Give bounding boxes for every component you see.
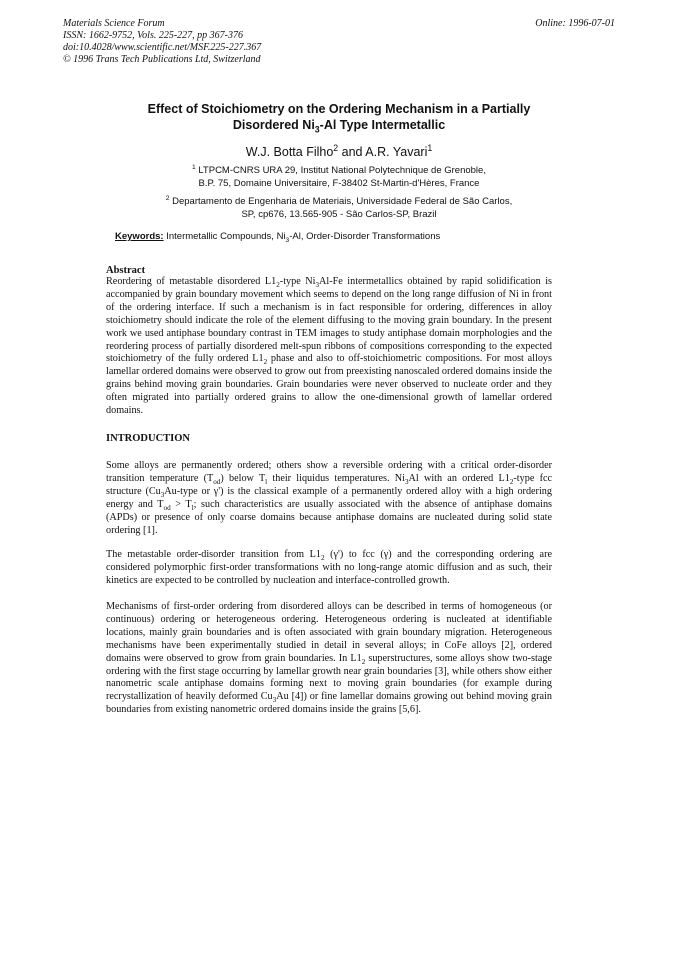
journal-header <box>63 18 261 66</box>
title-line-2: Disordered $Ni_3-Al$ Type Intermetallic <box>232 118 446 135</box>
abstract-text: Reordering of metastable disordered $L1_2$-type $Ni_3Al-Fe$ intermetallics obtained by rapid solidification is accompanied by grain boundary movement which seems to depend on the long range diffusion of Ni in front of the ordering interface. If such a mechanism is in fact responsible for ordering, differences in alloy stoichiometry should indicate the role of the element diffusing to the moving grain boundary. In the present work we used antiphase boundary contrast in TEM images to study antiphase domain morphologies and the reordering process of partially disordered melt-spun ribbons of compositions corresponding to the expected stoichiometry of the fully ordered $L1_2$ phase and also to off-stoichiometric compositions. For most alloys lamellar ordered domains were observed to grow out from preexisting nanoscaled ordered domains inside the grains behind moving grain boundaries. Grain boundaries were never observed to nucleate order and they often migrated into partially ordered grains to allow the one-dimensional growth of lamellar ordered domains. <box>106 276 553 417</box>
journal-name: Materials Science Forum <box>63 18 165 29</box>
author-botta-affil: 2 <box>333 142 339 153</box>
introduction-heading: INTRODUCTION <box>106 433 191 444</box>
author-botta: W.J. Botta Filho <box>245 145 334 159</box>
author-yavari: A.R. Yavari <box>365 145 428 159</box>
intro-paragraph-1: Some alloys are permanently ordered; others show a reversible ordering with a critical order-disorder transition temperature $(T_{od})$ below $T_l$ their liquidus temperatures. $Ni_3Al$ with an ordered $L1_2$-type fcc structure ($Cu_3Au$-type or γ') is the classical example of a permanently ordered alloy with a high ordering energy and $T_{od} > T_l$; such characteristics are usually associated with the absence of antiphase domains (APDs) or presence of only coarse domains because antiphase domains are nucleated during solid state ordering [1]. <box>106 460 553 536</box>
keywords-label: Keywords: <box>115 231 164 242</box>
intro-paragraph-2: The metastable order-disorder transition from $L1_2$ (γ') to fcc (γ) and the corresponding ordering are considered polymorphic first-order transformations with no long-range atomic diffusion and as such, their kinetics are expected to be controlled by nucleation and interface-controlled growth. <box>106 549 552 586</box>
doi-link[interactable]: doi:10.4028/www.scientific.net/MSF.225-227.367 <box>63 42 262 53</box>
issn-line: ISSN: 1662-9752, Vols. 225-227, pp 367-376 <box>63 30 243 41</box>
online-date: Online: 1996-07-01 <box>535 18 615 29</box>
affiliation-2: $^2$ Departamento de Engenharia de Materiais, Universidade Federal de São Carlos, SP, cp676, 13.565-905 - São Carlos-SP, Brazil <box>165 194 513 220</box>
intro-paragraph-3: Mechanisms of first-order ordering from disordered alloys can be described in terms of homogeneous (or continuous) ordering or heterogeneous ordering. Heterogeneous ordering is nucleated at identifiable locations, mainly grain boundaries and is often associated with grain boundary migration. Heterogeneous mechanisms have been experimentally studied in detail in several alloys; in CoFe alloys [2], ordered domains were observed to grow from grain boundaries. In $L1_2$ superstructures, some alloys show two-stage ordering with the first stage occurring by lamellar growth near grain boundaries [3], while others show either nanometric scale antiphase domains forming next to moving grain boundaries (for example during recrystallization of heavily deformed $Cu_3Au$ [4]) or fine lamellar domains growing out behind moving grain boundaries from existing nanometric ordered domains inside the grains [5,6]. <box>106 601 552 716</box>
copyright-line: © 1996 Trans Tech Publications Ltd, Switzerland <box>63 54 261 65</box>
affiliation-1: $^1$ LTPCM-CNRS URA 29, Institut National Polytechnique de Grenoble, B.P. 75, Domaine Universitaire, F-38402 St-Martin-d'Hères, France <box>192 163 486 189</box>
title-line-1: Effect of Stoichiometry on the Ordering Mechanism in a Partially <box>147 102 531 116</box>
abstract-heading: Abstract <box>106 265 146 276</box>
author-list: W.J. Botta Filho$^2$ and A.R. Yavari$^1$ <box>245 142 433 159</box>
keywords: Keywords: Intermetallic Compounds, $Ni_3-Al$, Order-Disorder Transformations <box>115 231 441 244</box>
paper-title <box>90 101 588 133</box>
author-yavari-affil: 1 <box>427 142 433 153</box>
